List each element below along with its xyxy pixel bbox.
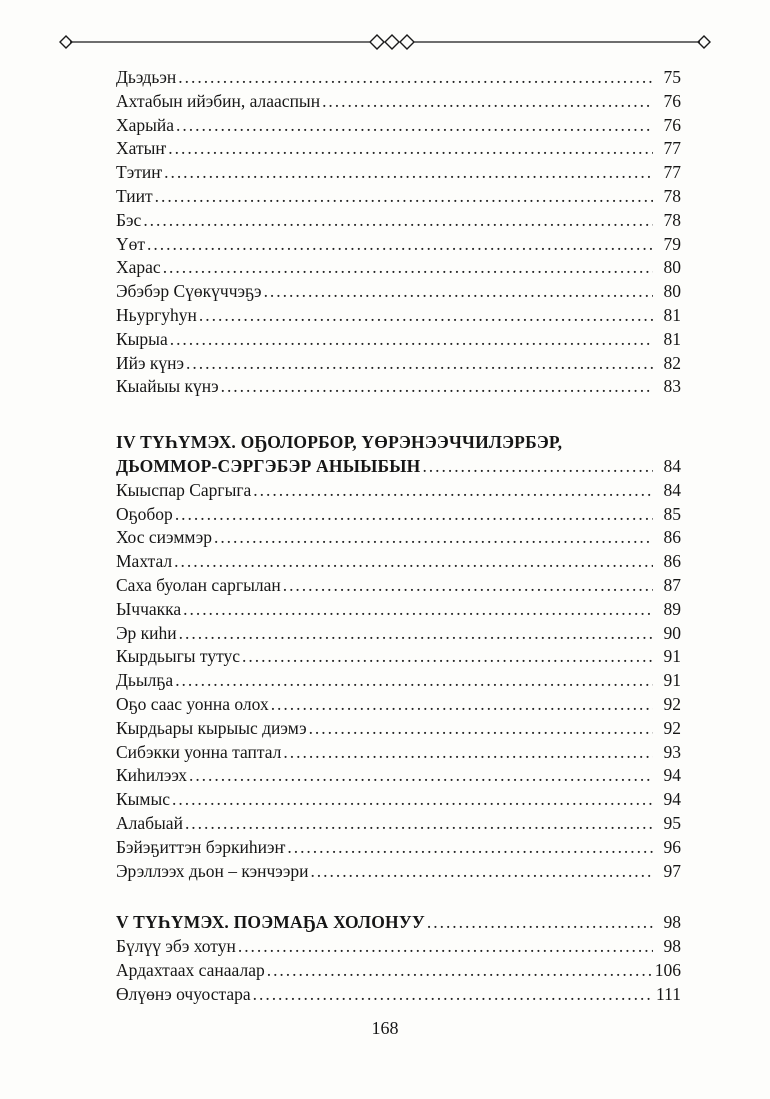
toc-entry: Кырдьары кырыыс диэмэ . . . 92 xyxy=(116,717,681,741)
toc-entry: Кыыспар Саргыга . . . 84 xyxy=(116,479,681,503)
toc-entry: Өлүөнэ очуостара . . . 111 xyxy=(116,983,681,1007)
toc-entry: Ыччакка . . . 89 xyxy=(116,598,681,622)
toc-entry: Эрэллээх дьон – кэнчээри . . . 97 xyxy=(116,860,681,884)
toc-entry: Кырдьыгы тутус . . . 91 xyxy=(116,645,681,669)
toc-entry: Махтал . . . 86 xyxy=(116,550,681,574)
toc-entry: Ардахтаах санаалар . . . 106 xyxy=(116,959,681,983)
section-heading: IV ТҮҺҮМЭХ. ОҔОЛОРБОР, ҮӨРЭНЭЭЧЧИЛЭРБЭР, xyxy=(116,432,563,453)
toc-entry: Оҕо саас уонна олох . . . 92 xyxy=(116,693,681,717)
toc-entry: Тэтиҥ . . . 77 xyxy=(116,161,681,185)
section-heading-entry: V ТҮҺҮМЭХ. ПОЭМАҔА ХОЛОНУУ . . . 98 xyxy=(116,911,681,935)
toc-entry: Харыйа . . . 76 xyxy=(116,114,681,138)
toc-entry: Оҕобор . . . 85 xyxy=(116,503,681,527)
toc-entry: Эр киһи . . . 90 xyxy=(116,622,681,646)
toc-entry: Дьэдьэн . . . 75 xyxy=(116,66,681,90)
toc-group-2 xyxy=(116,479,681,884)
toc-section-5 xyxy=(116,911,681,935)
toc-entry: Ньургуһун . . . 81 xyxy=(116,304,681,328)
toc-group-1 xyxy=(116,66,681,399)
toc-entry: Сибэкки уонна таптал . . . 93 xyxy=(116,741,681,765)
page-number: 168 xyxy=(371,1018,399,1038)
header-ornament xyxy=(58,30,712,54)
toc-entry: Бэс . . . 78 xyxy=(116,209,681,233)
toc-entry: Харас . . . 80 xyxy=(116,256,681,280)
toc-entry: Алабыай . . . 95 xyxy=(116,812,681,836)
toc-entry: Ийэ күнэ . . . 82 xyxy=(116,352,681,376)
toc-entry: Бүлүү эбэ хотун . . . 98 xyxy=(116,935,681,959)
toc-entry: Хос сиэммэр . . . 86 xyxy=(116,526,681,550)
toc-entry: Тиит . . . 78 xyxy=(116,185,681,209)
toc-entry: Дьылҕа . . . 91 xyxy=(116,669,681,693)
toc-entry: Киһилээх . . . 94 xyxy=(116,764,681,788)
toc-entry: Кыайыы күнэ . . . 83 xyxy=(116,375,681,399)
section-heading-entry: ДЬОММОР-СЭРГЭБЭР АНЫЫБЫН . . . 84 xyxy=(116,455,681,479)
toc-entry: Хатыҥ . . . 77 xyxy=(116,137,681,161)
toc-group-3 xyxy=(116,935,681,1006)
toc-entry: Саха буолан саргылан . . . 87 xyxy=(116,574,681,598)
toc-section-4 xyxy=(116,431,681,479)
toc-entry: Эбэбэр Сүөкүччэҕэ . . . 80 xyxy=(116,280,681,304)
toc-entry: Ахтабын ийэбин, алааспын . . . 76 xyxy=(116,90,681,114)
toc-entry: Бэйэҕиттэн бэркиһиэҥ . . . 96 xyxy=(116,836,681,860)
toc-entry: Кымыс . . . 94 xyxy=(116,788,681,812)
table-of-contents xyxy=(116,66,681,1006)
toc-entry: Үөт . . . 79 xyxy=(116,233,681,257)
toc-entry: Кырыа . . . 81 xyxy=(116,328,681,352)
